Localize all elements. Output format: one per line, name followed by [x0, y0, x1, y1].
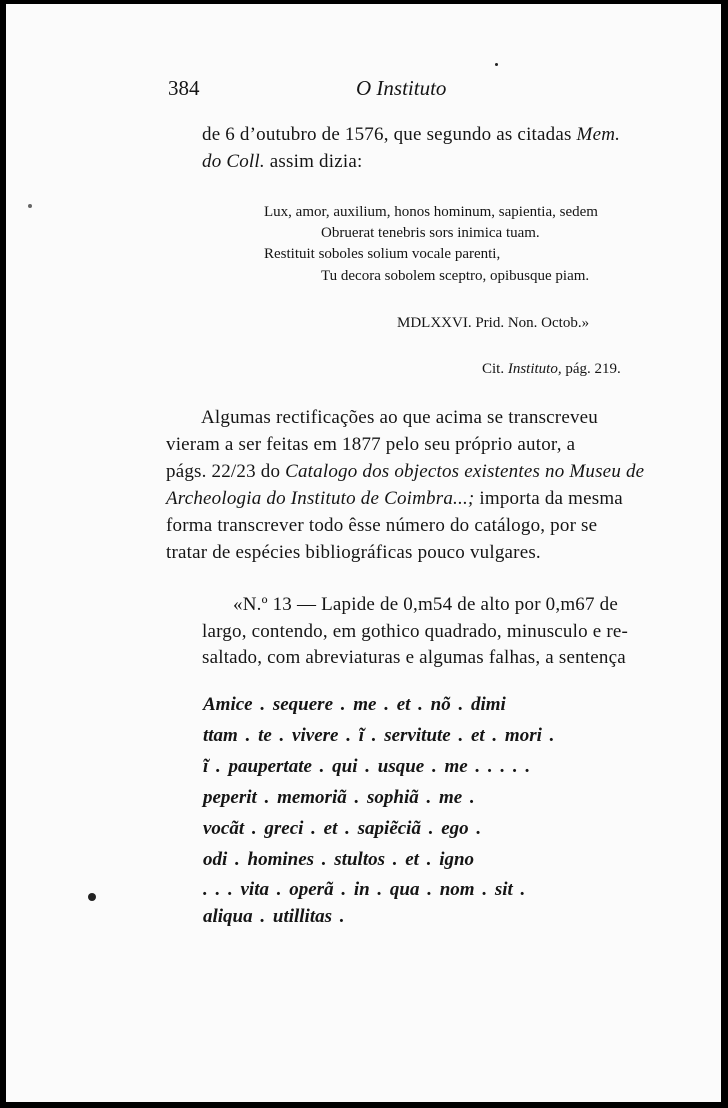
inscription-line-3: ĩ . paupertate . qui . usque . me . . . . . — [203, 756, 531, 777]
inscription-line-7: . . . vita . operã . in . qua . nom . sit . — [203, 879, 526, 900]
paragraph-line-3 — [166, 461, 644, 483]
citation-text: Cit. — [482, 361, 508, 377]
paragraph-text: importa da mesma — [474, 488, 623, 509]
poem-line-2: Obruerat tenebris sors inimica tuam. — [321, 225, 540, 241]
poem-line-3: Restituit soboles solium vocale parenti, — [264, 246, 501, 262]
paragraph-line-6: tratar de espécies bibliográficas pouco vulgares. — [166, 542, 541, 563]
inscription-line-1: Amice . sequere . me . et . nõ . dimi — [203, 694, 506, 715]
paragraph-line-2: vieram a ser feitas em 1877 pelo seu próprio autor, a — [166, 434, 576, 455]
catalog-line-1: «N.º 13 — Lapide de 0,m54 de alto por 0,m67 de — [233, 594, 618, 615]
citation-italic: Instituto, — [507, 361, 562, 377]
citation-text: pág. 219. — [561, 361, 621, 377]
inscription-line-6: odi . homines . stultos . et . igno — [203, 849, 475, 870]
ink-speck — [28, 204, 32, 208]
intro-line-1 — [202, 124, 620, 146]
intro-line-2 — [202, 151, 362, 173]
inscription-line-8: aliqua . utillitas . — [203, 906, 345, 927]
poem-line-4: Tu decora sobolem sceptro, opibusque piam. — [321, 268, 590, 284]
paragraph-text: págs. 22/23 do — [166, 461, 286, 482]
poem-line-1: Lux, amor, auxilium, honos hominum, sapientia, sedem — [264, 204, 598, 220]
paragraph-line-5: forma transcrever todo êsse número do catálogo, por se — [166, 515, 598, 536]
paragraph-italic: Archeologia do Instituto de Coimbra...; — [166, 488, 475, 509]
poem-date: MDLXXVI. Prid. Non. Octob.» — [397, 315, 590, 331]
inscription-line-4: peperit . memoriã . sophiã . me . — [203, 787, 475, 808]
inscription-line-2: ttam . te . vivere . ĩ . servitute . et . mori . — [203, 725, 555, 746]
intro-text: assim dizia: — [264, 151, 363, 172]
poem-citation — [482, 361, 621, 378]
running-title: O Instituto — [356, 76, 447, 100]
ink-speck — [495, 63, 498, 66]
intro-italic: Mem. — [576, 124, 621, 145]
catalog-line-3: saltado, com abreviaturas e algumas falhas, a sentença — [202, 647, 626, 668]
paragraph-line-4 — [166, 488, 623, 510]
ink-speck — [88, 893, 96, 901]
inscription-line-5: vocãt . greci . et . sapiẽciã . ego . — [203, 818, 482, 839]
page-number: 384 — [168, 76, 200, 100]
intro-text: de 6 d’outubro de 1576, que segundo as citadas — [202, 124, 577, 145]
catalog-line-2: largo, contendo, em gothico quadrado, minusculo e re- — [202, 621, 629, 642]
paragraph-italic: Catalogo dos objectos existentes no Museu de — [285, 461, 645, 482]
paragraph-line-1: Algumas rectificações ao que acima se transcreveu — [201, 407, 598, 428]
intro-italic: do Coll. — [202, 151, 265, 172]
